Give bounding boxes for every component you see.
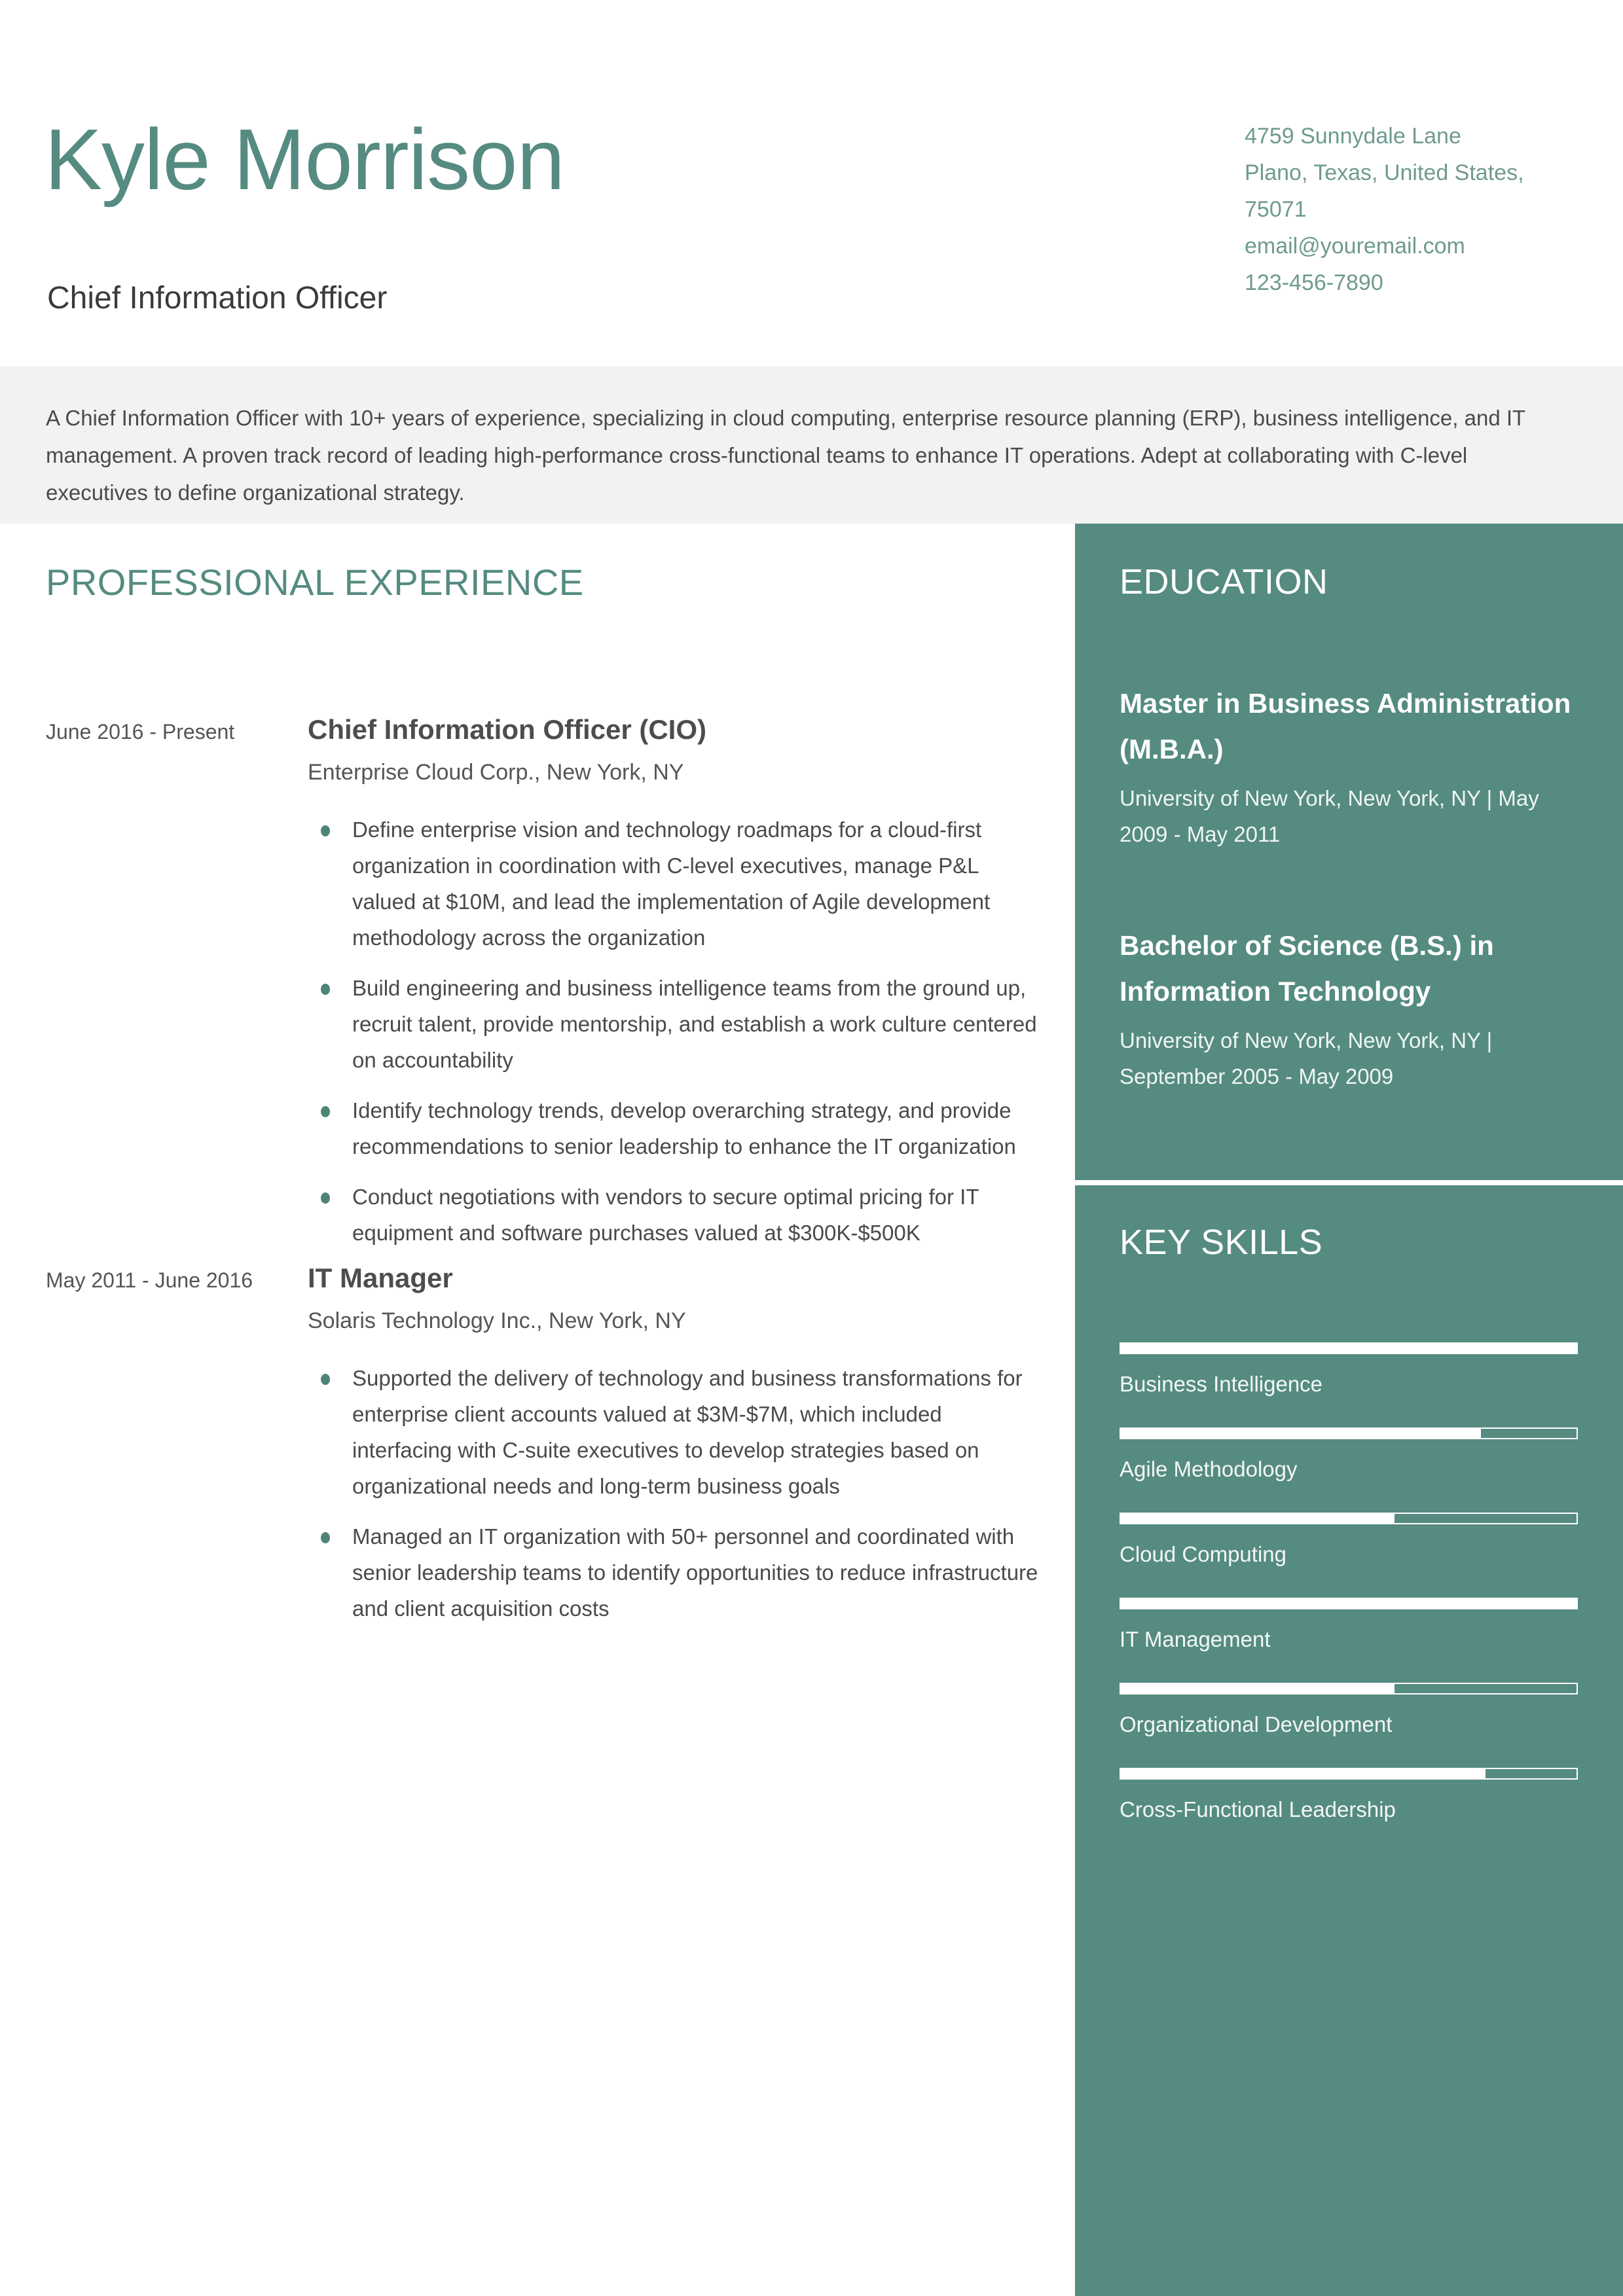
experience-bullet-list <box>308 1360 1041 1641</box>
resume-header <box>0 0 1623 367</box>
section-title-professional-experience: PROFESSIONAL EXPERIENCE <box>46 562 584 603</box>
skill-item <box>1120 1683 1578 1739</box>
contact-address-line3: 75071 <box>1245 197 1307 222</box>
bullet-dot-icon <box>321 1193 330 1204</box>
experience-bullet-text: Build engineering and business intelligence teams from the ground up, recruit talent, provide mentorship, and establish a work culture centered on accountability <box>352 976 1037 1072</box>
experience-bullet <box>308 970 1041 1078</box>
education-meta: University of New York, New York, NY | September 2005 - May 2009 <box>1120 1028 1493 1088</box>
bullet-dot-icon <box>321 1374 330 1385</box>
experience-bullet-text: Conduct negotiations with vendors to secure optimal pricing for IT equipment and software purchases valued at $300K-$500K <box>352 1185 979 1245</box>
skill-item <box>1120 1513 1578 1569</box>
experience-dates: May 2011 - June 2016 <box>46 1268 253 1292</box>
experience-role: IT Manager <box>308 1263 453 1293</box>
education-entry <box>1120 923 1578 1094</box>
section-title-key-skills: KEY SKILLS <box>1120 1223 1323 1262</box>
skill-label: Agile Methodology <box>1120 1457 1298 1481</box>
skill-progress-bar <box>1120 1342 1578 1354</box>
skills-list <box>1120 1342 1578 1853</box>
skill-label: Cross-Functional Leadership <box>1120 1797 1396 1821</box>
education-section <box>1075 524 1623 1180</box>
education-degree: Master in Business Administration (M.B.A.) <box>1120 688 1571 764</box>
skill-progress-fill <box>1121 1599 1577 1608</box>
experience-bullet-text: Managed an IT organization with 50+ personnel and coordinated with senior leadership teams to identify opportunities to reduce infrastructure and client acquisition costs <box>352 1524 1038 1621</box>
experience-bullet-list <box>308 812 1041 1265</box>
bullet-dot-icon <box>321 984 330 995</box>
skill-label: Organizational Development <box>1120 1712 1393 1736</box>
experience-bullet <box>308 1092 1041 1164</box>
key-skills-section <box>1075 1185 1623 2296</box>
skill-progress-bar <box>1120 1427 1578 1439</box>
skill-progress-bar <box>1120 1683 1578 1695</box>
skill-progress-fill <box>1121 1344 1577 1353</box>
skill-item <box>1120 1427 1578 1484</box>
experience-bullet <box>308 1179 1041 1251</box>
experience-bullet-text: Define enterprise vision and technology roadmaps for a cloud-first organization in coordination with C-level executives, manage P&L valued at $10M, and lead the implementation of Agile development methodology across the organization <box>352 817 991 950</box>
education-degree: Bachelor of Science (B.S.) in Information Technology <box>1120 930 1494 1007</box>
contact-address-line2: Plano, Texas, United States, <box>1245 160 1524 185</box>
experience-bullet-text: Identify technology trends, develop overarching strategy, and provide recommendations to senior leadership to enhance the IT organization <box>352 1098 1016 1158</box>
section-title-education: EDUCATION <box>1120 562 1328 601</box>
skill-item <box>1120 1342 1578 1399</box>
contact-phone[interactable]: 123-456-7890 <box>1245 270 1383 295</box>
contact-address-line1: 4759 Sunnydale Lane <box>1245 124 1461 149</box>
experience-bullet-text: Supported the delivery of technology and business transformations for enterprise client accounts valued at $3M-$7M, which included interfacing with C-suite executives to develop strategies based on organizational needs and long-term business goals <box>352 1366 1023 1498</box>
skill-label: Business Intelligence <box>1120 1372 1323 1396</box>
experience-role: Chief Information Officer (CIO) <box>308 714 706 745</box>
professional-summary: A Chief Information Officer with 10+ years of experience, specializing in cloud computing, enterprise resource planning (ERP), business intelligence, and IT management. A proven track record of leading high-performance cross-functional teams to enhance IT operations. Adept at collaborating with C-level executives to define organizational strategy. <box>46 406 1525 505</box>
experience-company: Enterprise Cloud Corp., New York, NY <box>308 760 684 785</box>
bullet-dot-icon <box>321 825 330 836</box>
experience-bullet <box>308 1360 1041 1504</box>
skill-label: IT Management <box>1120 1627 1271 1651</box>
candidate-name: Kyle Morrison <box>45 111 564 207</box>
skill-progress-fill <box>1121 1429 1481 1438</box>
skill-progress-fill <box>1121 1514 1395 1523</box>
skill-progress-fill <box>1121 1684 1395 1693</box>
skill-label: Cloud Computing <box>1120 1542 1286 1566</box>
bullet-dot-icon <box>321 1532 330 1543</box>
skill-progress-bar <box>1120 1513 1578 1524</box>
main-column <box>0 524 1075 2296</box>
skill-item <box>1120 1768 1578 1824</box>
skill-item <box>1120 1598 1578 1654</box>
bullet-dot-icon <box>321 1106 330 1117</box>
experience-bullet <box>308 812 1041 956</box>
skill-progress-bar <box>1120 1768 1578 1780</box>
contact-email[interactable]: email@youremail.com <box>1245 234 1465 259</box>
education-meta: University of New York, New York, NY | May 2009 - May 2011 <box>1120 786 1539 846</box>
candidate-job-title: Chief Information Officer <box>47 281 388 315</box>
skill-progress-fill <box>1121 1769 1486 1778</box>
education-entry <box>1120 681 1578 852</box>
experience-dates: June 2016 - Present <box>46 720 235 744</box>
sidebar <box>1075 524 1623 2296</box>
experience-company: Solaris Technology Inc., New York, NY <box>308 1308 686 1333</box>
experience-bullet <box>308 1518 1041 1626</box>
skill-progress-bar <box>1120 1598 1578 1609</box>
summary-band <box>0 367 1623 524</box>
contact-info-block <box>1245 118 1552 301</box>
